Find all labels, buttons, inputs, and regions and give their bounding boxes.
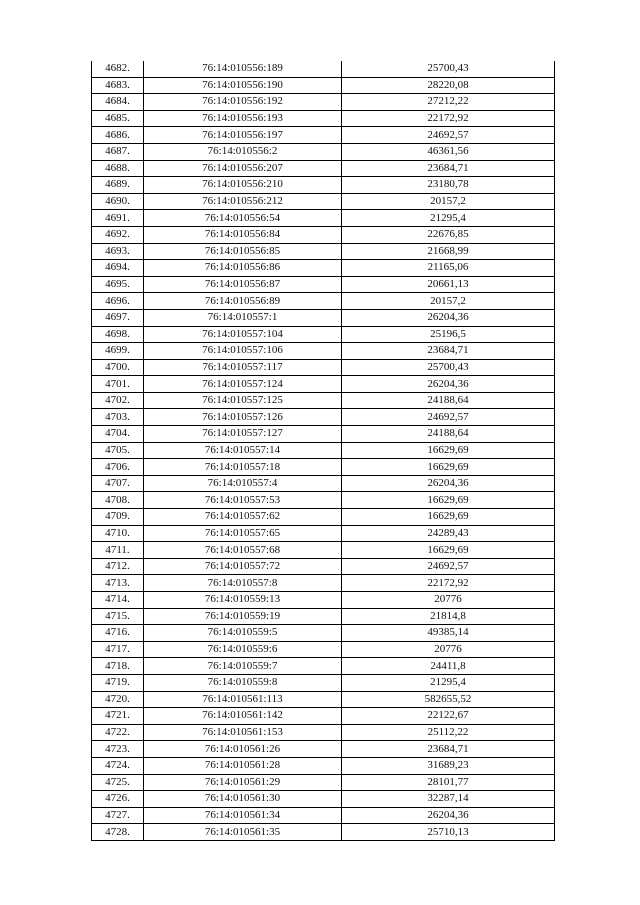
value-cell: 23684,71 xyxy=(342,741,555,758)
cadastral-value-table xyxy=(91,61,555,841)
value-cell: 21295,4 xyxy=(342,674,555,691)
cadastral-number-cell: 76:14:010557:18 xyxy=(144,459,342,476)
row-number-cell: 4718. xyxy=(92,658,144,675)
cadastral-number-cell: 76:14:010557:53 xyxy=(144,492,342,509)
value-cell: 21295,4 xyxy=(342,210,555,227)
cadastral-number-cell: 76:14:010556:190 xyxy=(144,77,342,94)
row-number-cell: 4702. xyxy=(92,392,144,409)
value-cell: 16629,69 xyxy=(342,509,555,526)
row-number-cell: 4699. xyxy=(92,343,144,360)
cadastral-number-cell: 76:14:010561:142 xyxy=(144,708,342,725)
table-row xyxy=(92,160,555,177)
cadastral-number-cell: 76:14:010556:197 xyxy=(144,127,342,144)
cadastral-number-cell: 76:14:010561:113 xyxy=(144,691,342,708)
row-number-cell: 4713. xyxy=(92,575,144,592)
row-number-cell: 4727. xyxy=(92,807,144,824)
cadastral-number-cell: 76:14:010556:85 xyxy=(144,243,342,260)
value-cell: 22172,92 xyxy=(342,575,555,592)
table-row xyxy=(92,309,555,326)
row-number-cell: 4712. xyxy=(92,558,144,575)
row-number-cell: 4705. xyxy=(92,442,144,459)
value-cell: 25196,5 xyxy=(342,326,555,343)
table-row xyxy=(92,475,555,492)
value-cell: 24411,8 xyxy=(342,658,555,675)
value-cell: 582655,52 xyxy=(342,691,555,708)
value-cell: 24188,64 xyxy=(342,392,555,409)
table-row xyxy=(92,724,555,741)
cadastral-number-cell: 76:14:010561:26 xyxy=(144,741,342,758)
table-row xyxy=(92,426,555,443)
row-number-cell: 4692. xyxy=(92,226,144,243)
cadastral-number-cell: 76:14:010556:54 xyxy=(144,210,342,227)
table-row xyxy=(92,210,555,227)
row-number-cell: 4701. xyxy=(92,376,144,393)
value-cell: 16629,69 xyxy=(342,442,555,459)
cadastral-number-cell: 76:14:010557:4 xyxy=(144,475,342,492)
table-row xyxy=(92,608,555,625)
table-row xyxy=(92,77,555,94)
row-number-cell: 4687. xyxy=(92,143,144,160)
row-number-cell: 4709. xyxy=(92,509,144,526)
table-row xyxy=(92,741,555,758)
row-number-cell: 4693. xyxy=(92,243,144,260)
table-row xyxy=(92,442,555,459)
table-row xyxy=(92,143,555,160)
cadastral-number-cell: 76:14:010557:124 xyxy=(144,376,342,393)
cadastral-number-cell: 76:14:010556:212 xyxy=(144,193,342,210)
row-number-cell: 4725. xyxy=(92,774,144,791)
value-cell: 16629,69 xyxy=(342,492,555,509)
cadastral-number-cell: 76:14:010557:117 xyxy=(144,359,342,376)
table-row xyxy=(92,61,555,77)
cadastral-number-cell: 76:14:010557:14 xyxy=(144,442,342,459)
value-cell: 25700,43 xyxy=(342,61,555,77)
table-row xyxy=(92,359,555,376)
table-row xyxy=(92,243,555,260)
row-number-cell: 4721. xyxy=(92,708,144,725)
cadastral-number-cell: 76:14:010557:1 xyxy=(144,309,342,326)
value-cell: 28220,08 xyxy=(342,77,555,94)
cadastral-number-cell: 76:14:010559:19 xyxy=(144,608,342,625)
cadastral-number-cell: 76:14:010557:68 xyxy=(144,542,342,559)
value-cell: 27212,22 xyxy=(342,94,555,111)
value-cell: 20157,2 xyxy=(342,293,555,310)
cadastral-number-cell: 76:14:010557:127 xyxy=(144,426,342,443)
row-number-cell: 4715. xyxy=(92,608,144,625)
cadastral-number-cell: 76:14:010556:89 xyxy=(144,293,342,310)
table-row xyxy=(92,177,555,194)
table-row xyxy=(92,708,555,725)
value-cell: 26204,36 xyxy=(342,807,555,824)
value-cell: 25710,13 xyxy=(342,824,555,841)
cadastral-number-cell: 76:14:010556:192 xyxy=(144,94,342,111)
table-row xyxy=(92,525,555,542)
table-row xyxy=(92,260,555,277)
cadastral-number-cell: 76:14:010559:13 xyxy=(144,592,342,609)
cadastral-number-cell: 76:14:010561:28 xyxy=(144,757,342,774)
value-cell: 24188,64 xyxy=(342,426,555,443)
table-row xyxy=(92,276,555,293)
cadastral-number-cell: 76:14:010557:126 xyxy=(144,409,342,426)
table-row xyxy=(92,110,555,127)
value-cell: 20157,2 xyxy=(342,193,555,210)
row-number-cell: 4723. xyxy=(92,741,144,758)
value-cell: 24692,57 xyxy=(342,409,555,426)
table-row xyxy=(92,824,555,841)
table-row xyxy=(92,575,555,592)
value-cell: 20776 xyxy=(342,592,555,609)
value-cell: 25112,22 xyxy=(342,724,555,741)
value-cell: 23684,71 xyxy=(342,343,555,360)
table-row xyxy=(92,326,555,343)
cadastral-number-cell: 76:14:010559:5 xyxy=(144,625,342,642)
row-number-cell: 4682. xyxy=(92,61,144,77)
value-cell: 31689,23 xyxy=(342,757,555,774)
cadastral-number-cell: 76:14:010557:125 xyxy=(144,392,342,409)
cadastral-number-cell: 76:14:010556:189 xyxy=(144,61,342,77)
cadastral-number-cell: 76:14:010559:6 xyxy=(144,641,342,658)
row-number-cell: 4688. xyxy=(92,160,144,177)
table-row xyxy=(92,409,555,426)
table-row xyxy=(92,94,555,111)
value-cell: 24692,57 xyxy=(342,558,555,575)
value-cell: 16629,69 xyxy=(342,459,555,476)
cadastral-number-cell: 76:14:010556:87 xyxy=(144,276,342,293)
row-number-cell: 4694. xyxy=(92,260,144,277)
value-cell: 26204,36 xyxy=(342,376,555,393)
cadastral-number-cell: 76:14:010561:153 xyxy=(144,724,342,741)
cadastral-number-cell: 76:14:010557:106 xyxy=(144,343,342,360)
value-cell: 24692,57 xyxy=(342,127,555,144)
row-number-cell: 4686. xyxy=(92,127,144,144)
cadastral-number-cell: 76:14:010557:8 xyxy=(144,575,342,592)
row-number-cell: 4691. xyxy=(92,210,144,227)
row-number-cell: 4690. xyxy=(92,193,144,210)
value-cell: 26204,36 xyxy=(342,475,555,492)
table-row xyxy=(92,807,555,824)
row-number-cell: 4716. xyxy=(92,625,144,642)
table-row xyxy=(92,492,555,509)
value-cell: 32287,14 xyxy=(342,791,555,808)
row-number-cell: 4684. xyxy=(92,94,144,111)
row-number-cell: 4708. xyxy=(92,492,144,509)
row-number-cell: 4696. xyxy=(92,293,144,310)
table-row xyxy=(92,376,555,393)
value-cell: 23180,78 xyxy=(342,177,555,194)
table-row xyxy=(92,774,555,791)
row-number-cell: 4714. xyxy=(92,592,144,609)
table-row xyxy=(92,674,555,691)
row-number-cell: 4698. xyxy=(92,326,144,343)
value-cell: 16629,69 xyxy=(342,542,555,559)
table-row xyxy=(92,226,555,243)
row-number-cell: 4719. xyxy=(92,674,144,691)
cadastral-number-cell: 76:14:010559:7 xyxy=(144,658,342,675)
cadastral-number-cell: 76:14:010557:72 xyxy=(144,558,342,575)
value-cell: 24289,43 xyxy=(342,525,555,542)
table-row xyxy=(92,343,555,360)
row-number-cell: 4711. xyxy=(92,542,144,559)
value-cell: 22172,92 xyxy=(342,110,555,127)
value-cell: 21668,99 xyxy=(342,243,555,260)
value-cell: 20661,13 xyxy=(342,276,555,293)
table-row xyxy=(92,127,555,144)
table-row xyxy=(92,558,555,575)
cadastral-number-cell: 76:14:010556:2 xyxy=(144,143,342,160)
row-number-cell: 4683. xyxy=(92,77,144,94)
cadastral-number-cell: 76:14:010556:207 xyxy=(144,160,342,177)
value-cell: 25700,43 xyxy=(342,359,555,376)
cadastral-number-cell: 76:14:010557:62 xyxy=(144,509,342,526)
cadastral-number-cell: 76:14:010561:34 xyxy=(144,807,342,824)
value-cell: 21814,8 xyxy=(342,608,555,625)
cadastral-number-cell: 76:14:010556:193 xyxy=(144,110,342,127)
row-number-cell: 4710. xyxy=(92,525,144,542)
value-cell: 20776 xyxy=(342,641,555,658)
cadastral-number-cell: 76:14:010561:29 xyxy=(144,774,342,791)
row-number-cell: 4704. xyxy=(92,426,144,443)
value-cell: 46361,56 xyxy=(342,143,555,160)
cadastral-number-cell: 76:14:010559:8 xyxy=(144,674,342,691)
row-number-cell: 4726. xyxy=(92,791,144,808)
row-number-cell: 4689. xyxy=(92,177,144,194)
table-row xyxy=(92,509,555,526)
cadastral-number-cell: 76:14:010561:30 xyxy=(144,791,342,808)
table-row xyxy=(92,193,555,210)
value-cell: 23684,71 xyxy=(342,160,555,177)
table-body xyxy=(92,61,555,840)
table-row xyxy=(92,542,555,559)
row-number-cell: 4703. xyxy=(92,409,144,426)
cadastral-number-cell: 76:14:010561:35 xyxy=(144,824,342,841)
row-number-cell: 4707. xyxy=(92,475,144,492)
value-cell: 49385,14 xyxy=(342,625,555,642)
row-number-cell: 4700. xyxy=(92,359,144,376)
row-number-cell: 4697. xyxy=(92,309,144,326)
cadastral-number-cell: 76:14:010557:65 xyxy=(144,525,342,542)
table-row xyxy=(92,592,555,609)
row-number-cell: 4706. xyxy=(92,459,144,476)
table-row xyxy=(92,293,555,310)
value-cell: 22676,85 xyxy=(342,226,555,243)
value-cell: 28101,77 xyxy=(342,774,555,791)
table-row xyxy=(92,791,555,808)
cadastral-number-cell: 76:14:010557:104 xyxy=(144,326,342,343)
table-row xyxy=(92,641,555,658)
table-row xyxy=(92,691,555,708)
value-cell: 26204,36 xyxy=(342,309,555,326)
row-number-cell: 4724. xyxy=(92,757,144,774)
value-cell: 22122,67 xyxy=(342,708,555,725)
table-row xyxy=(92,658,555,675)
row-number-cell: 4728. xyxy=(92,824,144,841)
table-row xyxy=(92,757,555,774)
row-number-cell: 4685. xyxy=(92,110,144,127)
row-number-cell: 4695. xyxy=(92,276,144,293)
table-row xyxy=(92,625,555,642)
row-number-cell: 4717. xyxy=(92,641,144,658)
table-row xyxy=(92,459,555,476)
row-number-cell: 4720. xyxy=(92,691,144,708)
table-row xyxy=(92,392,555,409)
cadastral-number-cell: 76:14:010556:210 xyxy=(144,177,342,194)
value-cell: 21165,06 xyxy=(342,260,555,277)
row-number-cell: 4722. xyxy=(92,724,144,741)
cadastral-number-cell: 76:14:010556:86 xyxy=(144,260,342,277)
cadastral-number-cell: 76:14:010556:84 xyxy=(144,226,342,243)
